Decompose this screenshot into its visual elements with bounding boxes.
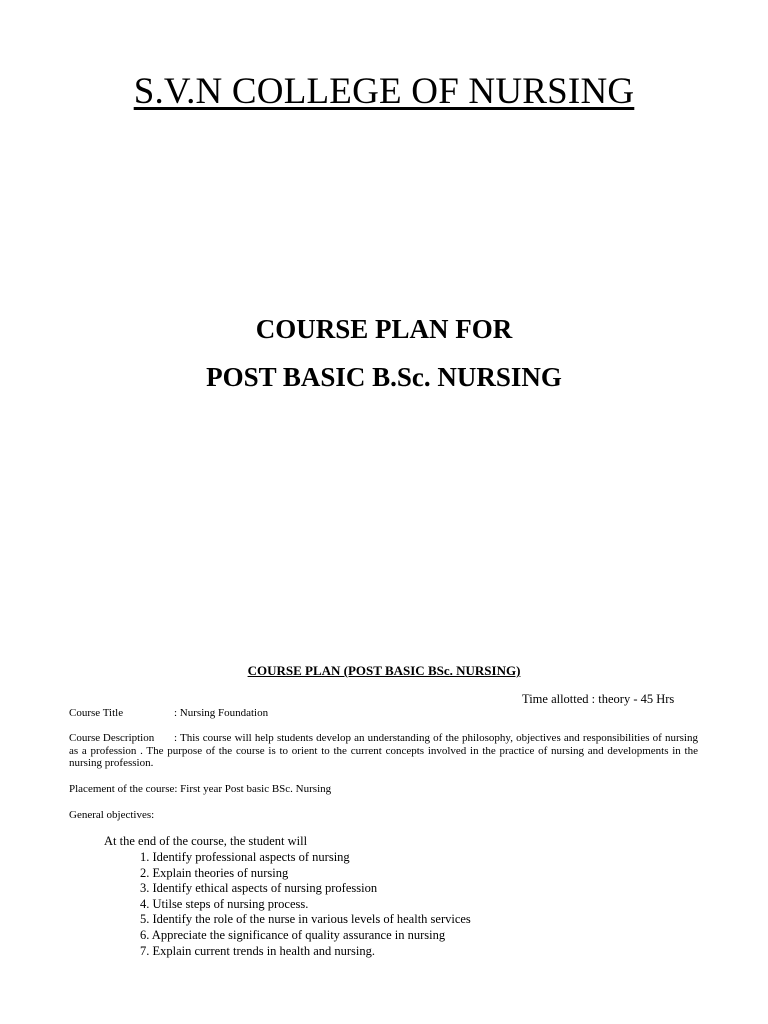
course-placement: Placement of the course: First year Post basic BSc. Nursing [69, 783, 332, 795]
course-title-row [69, 707, 268, 719]
objective-item: 4. Utilse steps of nursing process. [140, 896, 309, 911]
course-plan-title-line2: POST BASIC B.Sc. NURSING [206, 362, 562, 392]
objectives-list [140, 850, 471, 959]
college-name: S.V.N COLLEGE OF NURSING [133, 71, 635, 112]
course-title-value: : Nursing Foundation [174, 707, 269, 719]
objective-item: 6. Appreciate the significance of quality assurance in nursing [140, 927, 446, 942]
objective-item: 7. Explain current trends in health and nursing. [140, 943, 376, 958]
course-title-label: Course Title [69, 707, 124, 719]
course-plan-title-line1: COURSE PLAN FOR [255, 314, 513, 344]
objective-item: 1. Identify professional aspects of nursing [140, 850, 350, 864]
course-description-text: : This course will help students develop an understanding of the philosophy, objectives and responsibilities of nursing as a profession . The purpose of the course is to orient to the current concepts involved in the practice of nursing and developments in the nursing profession. [69, 732, 698, 769]
objective-item: 2. Explain theories of nursing [140, 865, 289, 880]
objective-item: 3. Identify ethical aspects of nursing profession [140, 881, 378, 896]
time-allotted: Time allotted : theory - 45 Hrs [522, 692, 675, 706]
course-plan-subheading: COURSE PLAN (POST BASIC BSc. NURSING) [247, 663, 521, 678]
course-description-label: Course Description [69, 732, 155, 744]
course-description [69, 732, 698, 770]
general-objectives-label: General objectives: [69, 809, 155, 821]
objectives-intro: At the end of the course, the student will [104, 834, 308, 848]
objective-item: 5. Identify the role of the nurse in various levels of health services [140, 912, 471, 927]
